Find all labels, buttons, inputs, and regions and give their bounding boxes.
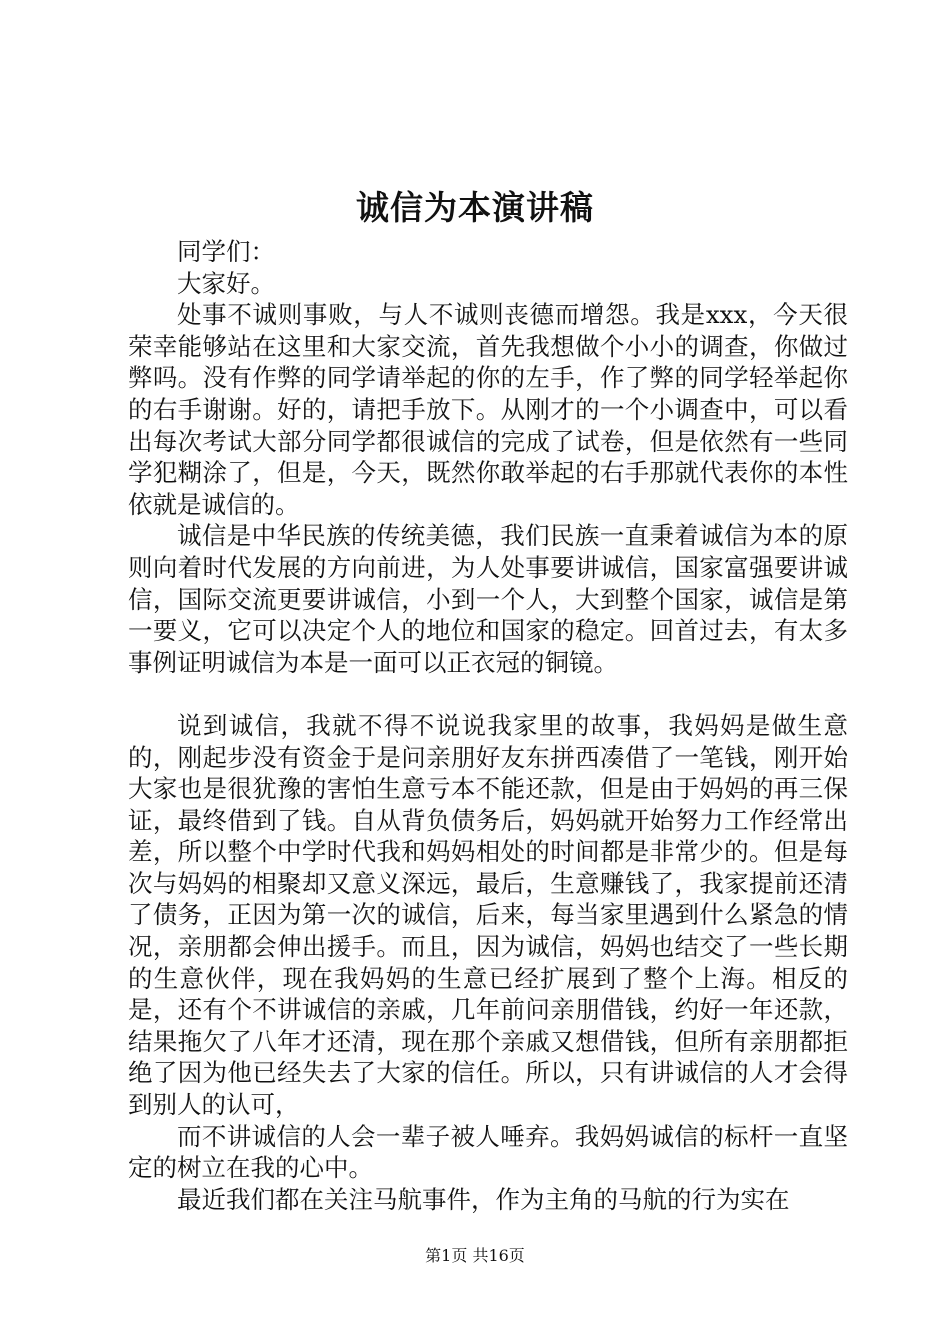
salutation: 同学们： bbox=[177, 237, 275, 266]
paragraph-gap bbox=[128, 678, 848, 710]
document-body bbox=[128, 236, 848, 1215]
page-number: 第1页 共16页 bbox=[425, 1246, 525, 1265]
paragraph-3: 说到诚信，我就不得不说说我家里的故事，我妈妈是做生意的，刚起步没有资金于是问亲朋好友东拼西凑借了一笔钱，刚开始大家也是很犹豫的害怕生意亏本不能还款，但是由于妈妈的再三保证，最终借到了钱。自从背负债务后，妈妈就开始努力工作经常出差，所以整个中学时代我和妈妈相处的时间都是非常少的。但是每次与妈妈的相聚却又意义深远，最后，生意赚钱了，我家提前还清了债务，正因为第一次的诚信，后来，每当家里遇到什么紧急的情况，亲朋都会伸出援手。而且，因为诚信，妈妈也结交了一些长期的生意伙伴，现在我妈妈的生意已经扩展到了整个上海。相反的是，还有个不讲诚信的亲戚，几年前问亲朋借钱，约好一年还款，结果拖欠了八年才还清，现在那个亲戚又想借钱，但所有亲朋都拒绝了因为他已经失去了大家的信任。所以，只有讲诚信的人才会得到别人的认可， bbox=[128, 710, 848, 1120]
document-title: 诚信为本演讲稿 bbox=[356, 188, 594, 227]
paragraph-2: 诚信是中华民族的传统美德，我们民族一直秉着诚信为本的原则向着时代发展的方向前进，为人处事要讲诚信，国家富强要讲诚信，国际交流更要讲诚信，小到一个人，大到整个国家，诚信是第一要义，它可以决定个人的地位和国家的稳定。回首过去，有太多事例证明诚信为本是一面可以正衣冠的铜镜。 bbox=[128, 521, 848, 677]
paragraph-1: 处事不诚则事败，与人不诚则丧德而增怨。我是xxx，今天很荣幸能够站在这里和大家交流，首先我想做个小小的调查，你做过弊吗。没有作弊的同学请举起的你的左手，作了弊的同学轻举起你的右手谢谢。好的，请把手放下。从刚才的一个小调查中，可以看出每次考试大部分同学都很诚信的完成了试卷，但是依然有一些同学犯糊涂了，但是，今天，既然你敢举起的右手那就代表你的本性依就是诚信的。 bbox=[128, 300, 848, 519]
greeting: 大家好。 bbox=[177, 268, 275, 298]
paragraph-4: 而不讲诚信的人会一辈子被人唾弃。我妈妈诚信的标杆一直坚定的树立在我的心中。 bbox=[128, 1121, 848, 1183]
paragraph-5: 最近我们都在关注马航事件，作为主角的马航的行为实在 bbox=[177, 1184, 790, 1214]
